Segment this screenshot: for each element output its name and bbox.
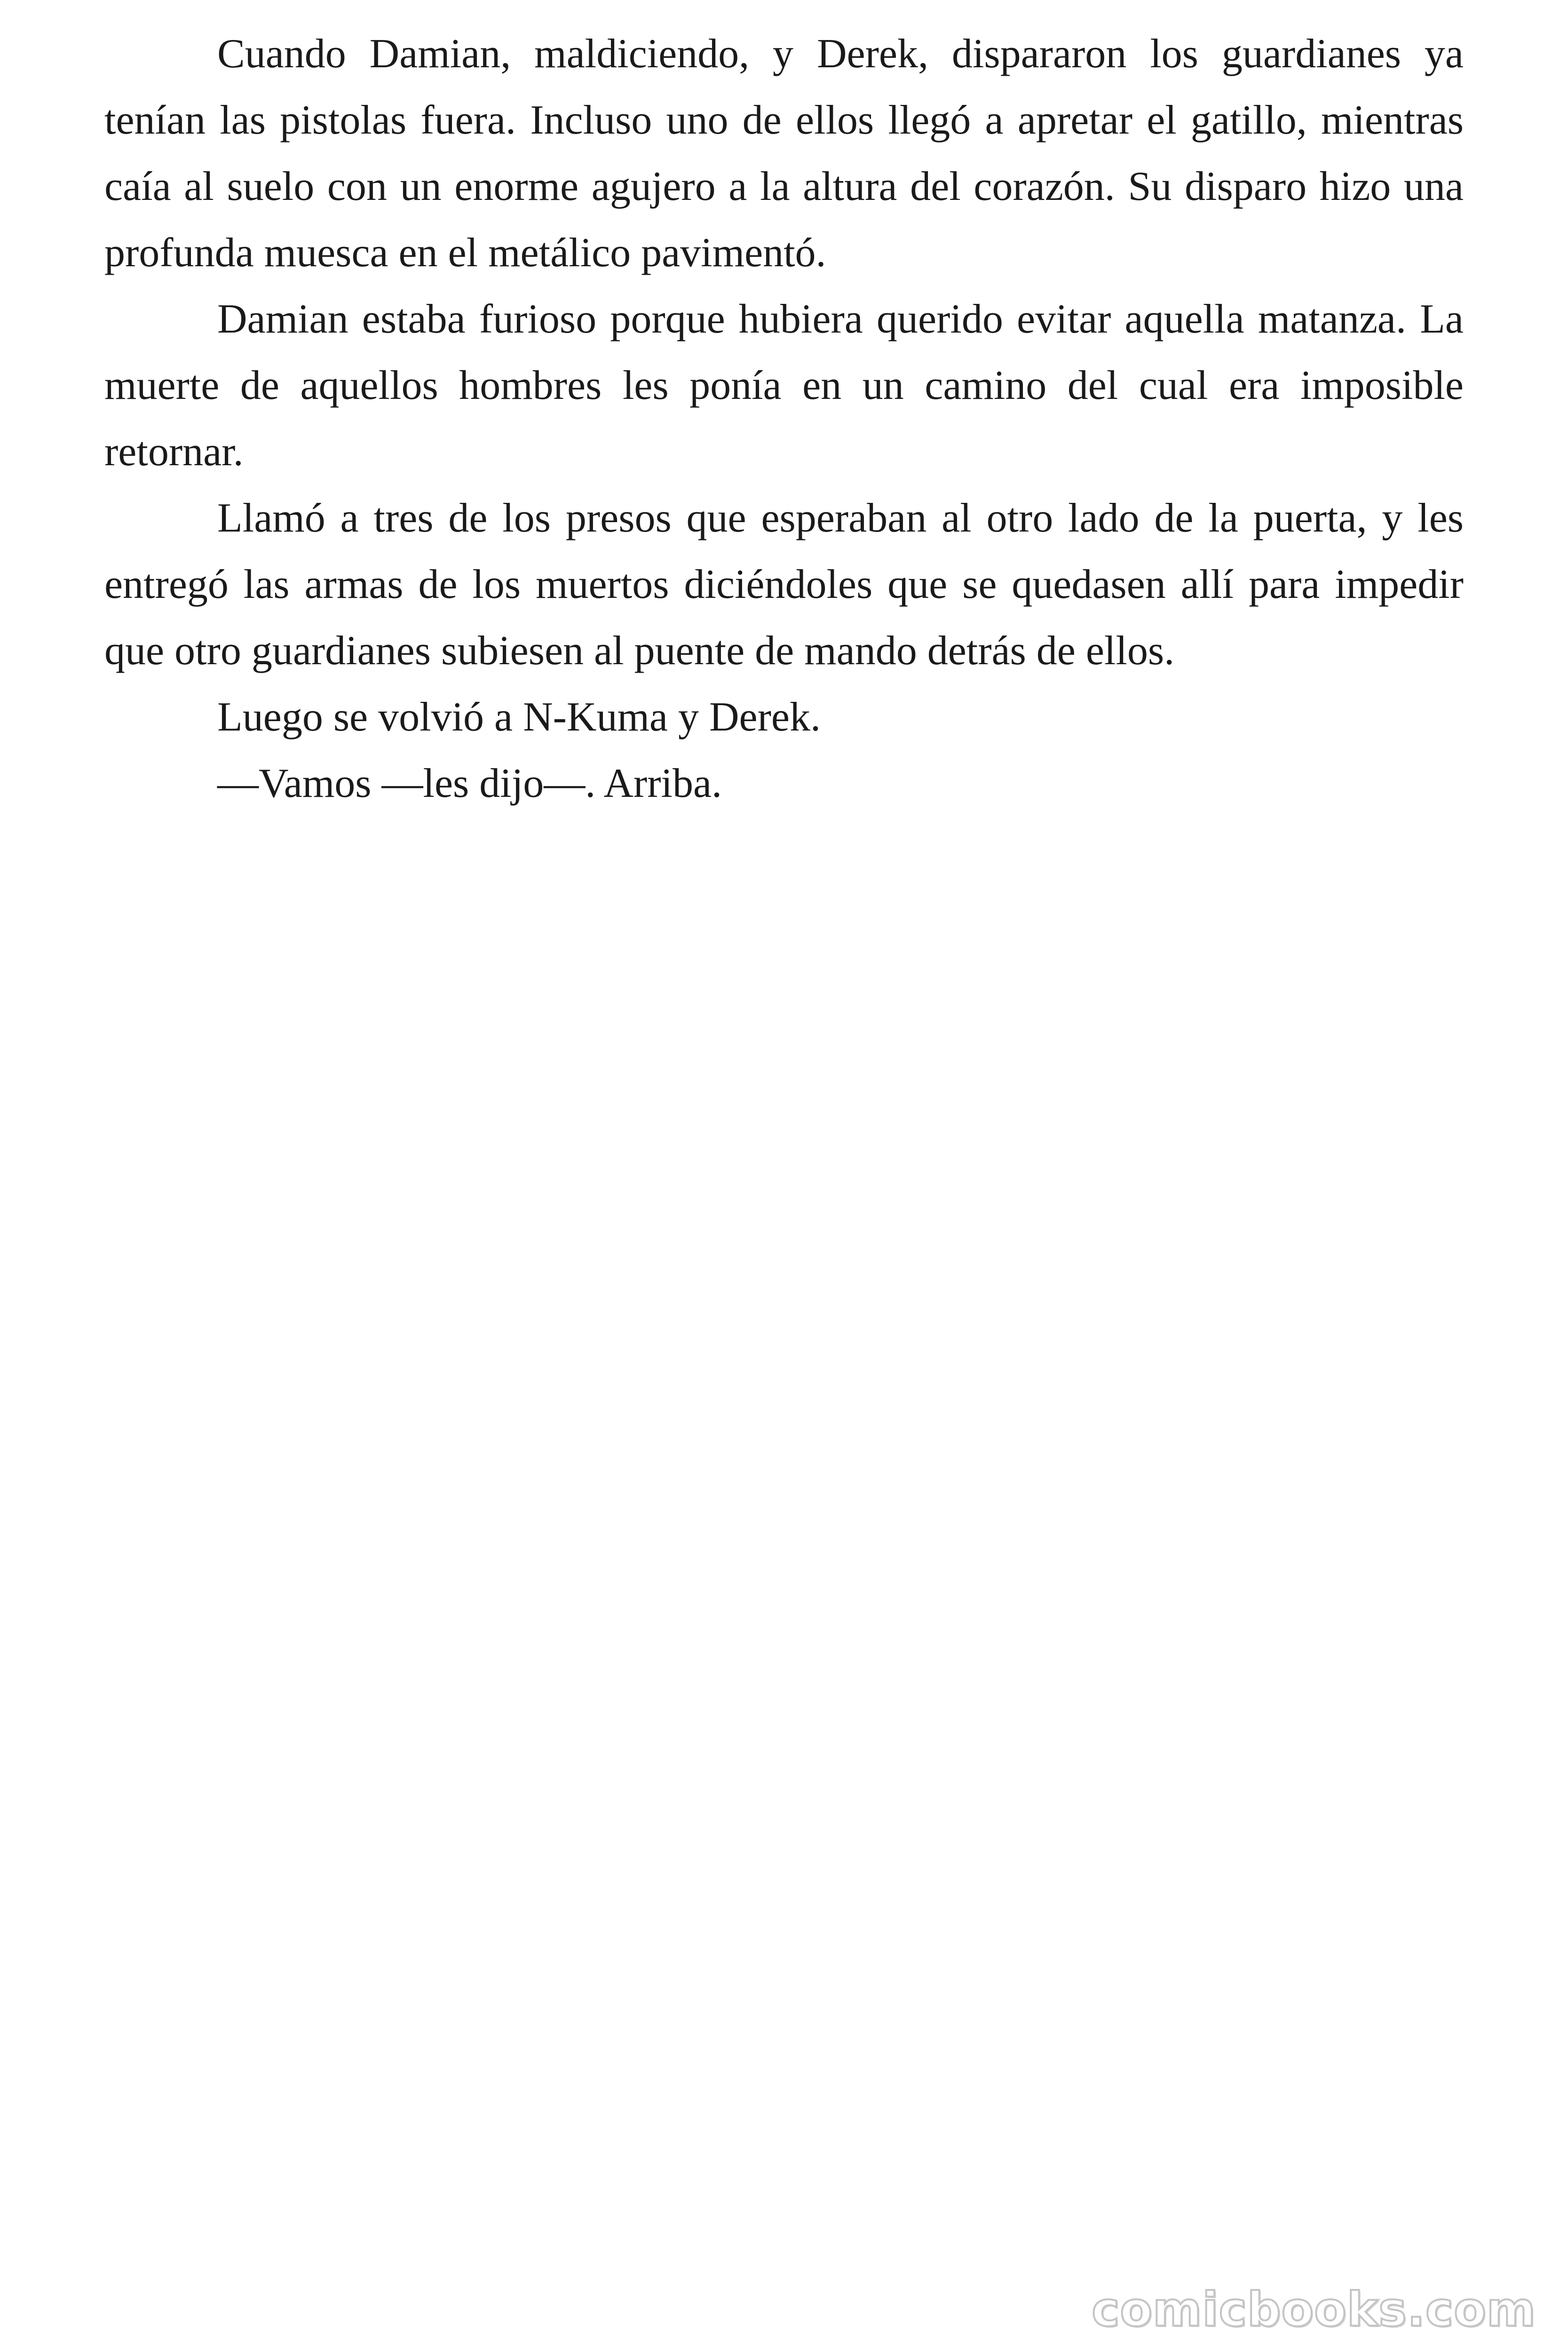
paragraph: —Vamos —les dijo—. Arriba. — [217, 761, 722, 806]
paragraph: Luego se volvió a N-Kuma y Derek. — [217, 694, 821, 740]
paragraph: Cuando Damian, maldiciendo, y Derek, dispararon los guardianes ya tenían las pistolas fuera. Incluso uno de ellos llegó a apretar el gatillo, mientras caía al suelo con un enorme agujero a la altura del corazón. Su disparo hizo una profunda muesca en el metálico pavimentó. — [104, 31, 1464, 276]
body-text — [104, 21, 1464, 817]
paragraph: Llamó a tres de los presos que esperaban al otro lado de la puerta, y les entregó las armas de los muertos diciéndoles que se quedasen allí para impedir que otro guardianes subiesen al puente de mando detrás de ellos. — [104, 495, 1464, 674]
watermark-logo: comicbooks.com — [1092, 2282, 1536, 2337]
paragraph: Damian estaba furioso porque hubiera querido evitar aquella matanza. La muerte de aquellos hombres les ponía en un camino del cual era imposible retornar. — [104, 296, 1464, 475]
